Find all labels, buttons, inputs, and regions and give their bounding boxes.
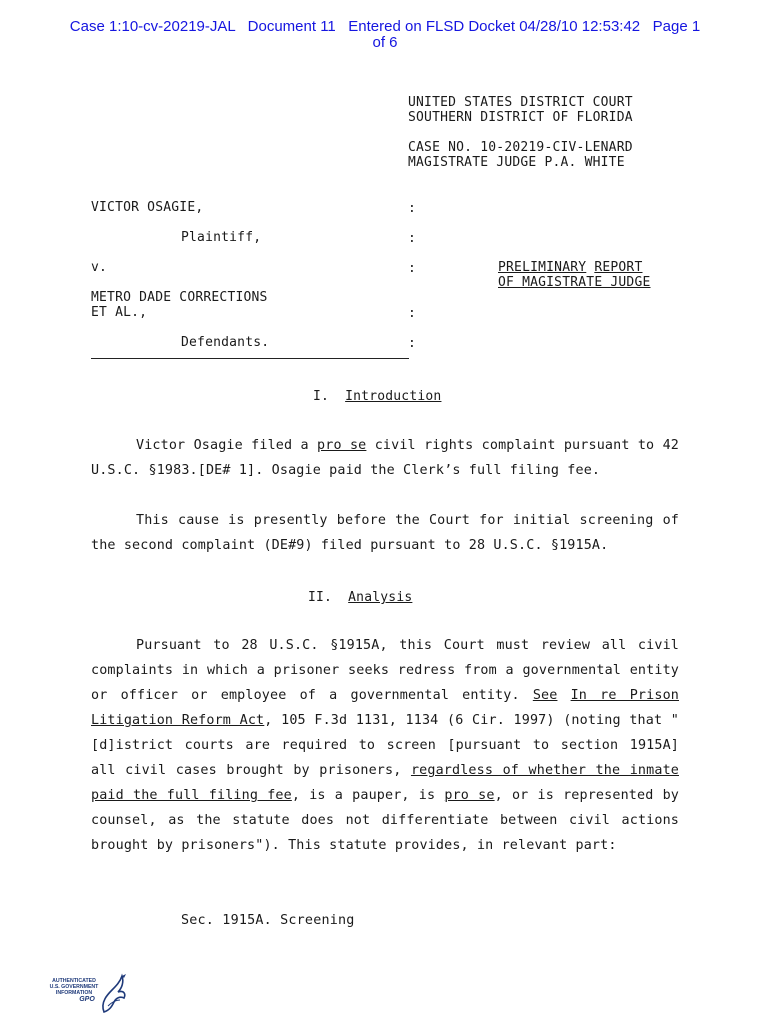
plaintiff-role: Plaintiff, bbox=[181, 230, 262, 245]
eagle-icon bbox=[98, 972, 128, 1016]
section-1-heading bbox=[313, 389, 441, 404]
text-run: , or is represented by counsel, as the statute does not differentiate between civil actions brought by prisoners"). This statute provides, in relevant part: bbox=[91, 788, 679, 853]
text-run: Victor Osagie filed a bbox=[136, 438, 318, 453]
section-2-numeral: II. bbox=[308, 590, 333, 605]
report-title-line-2: OF MAGISTRATE JUDGE bbox=[498, 275, 651, 290]
paragraph-intro-2: This cause is presently before the Court for initial screening of the second complaint (DE#9) filed pursuant to 28 U.S.C. §1915A. bbox=[91, 513, 679, 553]
caption-rule bbox=[91, 358, 409, 359]
paragraph-analysis-1 bbox=[91, 633, 679, 858]
text-run: , 105 F.3d 1131, 1134 (6 Cir. 1997) (noting that "[d]istrict courts are required to screen [pursuant to section 1915A] all civil cases brought by prisoners, bbox=[91, 713, 680, 778]
logo-text-line-1: AUTHENTICATED bbox=[52, 978, 96, 984]
magistrate-judge: MAGISTRATE JUDGE P.A. WHITE bbox=[408, 155, 625, 170]
section-2-heading bbox=[308, 590, 412, 605]
paragraph-intro-1 bbox=[91, 433, 679, 483]
text-run-pro-se: pro se bbox=[317, 438, 367, 453]
section-2-title: Analysis bbox=[348, 590, 413, 605]
report-title-line-1 bbox=[498, 260, 643, 275]
caption-colon: : bbox=[408, 306, 417, 321]
defendant-role: Defendants. bbox=[181, 335, 270, 350]
text-run: Pursuant to 28 U.S.C. §1915A, this Court must review all civil complaints in which a prisoner seeks redress from a governmental entity or officer or employee of a governmental entity. bbox=[91, 638, 679, 703]
logo-text-line-2: U.S. GOVERNMENT bbox=[49, 984, 99, 990]
court-district: SOUTHERN DISTRICT OF FLORIDA bbox=[408, 110, 633, 125]
caption-colon: : bbox=[408, 336, 417, 351]
text-run-see: See bbox=[532, 688, 558, 703]
text-run: civil rights complaint pursuant to 42 U.S.C. §1983.[DE# 1]. Osagie paid the Clerk’s full filing fee. bbox=[91, 438, 679, 478]
versus: v. bbox=[91, 260, 108, 275]
text-run: , is a pauper, is bbox=[291, 788, 445, 803]
case-number: CASE NO. 10-20219-CIV-LENARD bbox=[408, 140, 633, 155]
caption-colon: : bbox=[408, 231, 417, 246]
text-run-pro-se: pro se bbox=[444, 788, 495, 803]
logo-text-line-3: INFORMATION bbox=[55, 990, 93, 996]
court-name: UNITED STATES DISTRICT COURT bbox=[408, 95, 633, 110]
report-title-word-preliminary: PRELIMINARY bbox=[498, 260, 587, 275]
defendant-name-line-2: ET AL., bbox=[91, 305, 148, 320]
logo-gpo-mark: GPO bbox=[79, 996, 95, 1003]
caption-colon: : bbox=[408, 261, 417, 276]
text-run bbox=[557, 688, 570, 703]
report-title-word-report: REPORT bbox=[594, 260, 643, 275]
docket-header-line-1: Case 1:10-cv-20219-JAL Document 11 Entered on FLSD Docket 04/28/10 12:53:42 Page 1 bbox=[69, 18, 701, 35]
section-1-title: Introduction bbox=[345, 389, 442, 404]
docket-header-line-2: of 6 bbox=[372, 34, 398, 51]
section-1-numeral: I. bbox=[313, 389, 330, 404]
caption-colon: : bbox=[408, 201, 417, 216]
plaintiff-name: VICTOR OSAGIE, bbox=[91, 200, 204, 215]
gpo-authenticated-logo bbox=[44, 972, 130, 1016]
text-run-emphasis: regardless of whether the inmate paid the full filing fee bbox=[91, 763, 679, 803]
defendant-name-line-1: METRO DADE CORRECTIONS bbox=[91, 290, 268, 305]
text-run-case-name: In re Prison Litigation Reform Act bbox=[91, 688, 679, 728]
statute-subheading: Sec. 1915A. Screening bbox=[181, 913, 355, 928]
